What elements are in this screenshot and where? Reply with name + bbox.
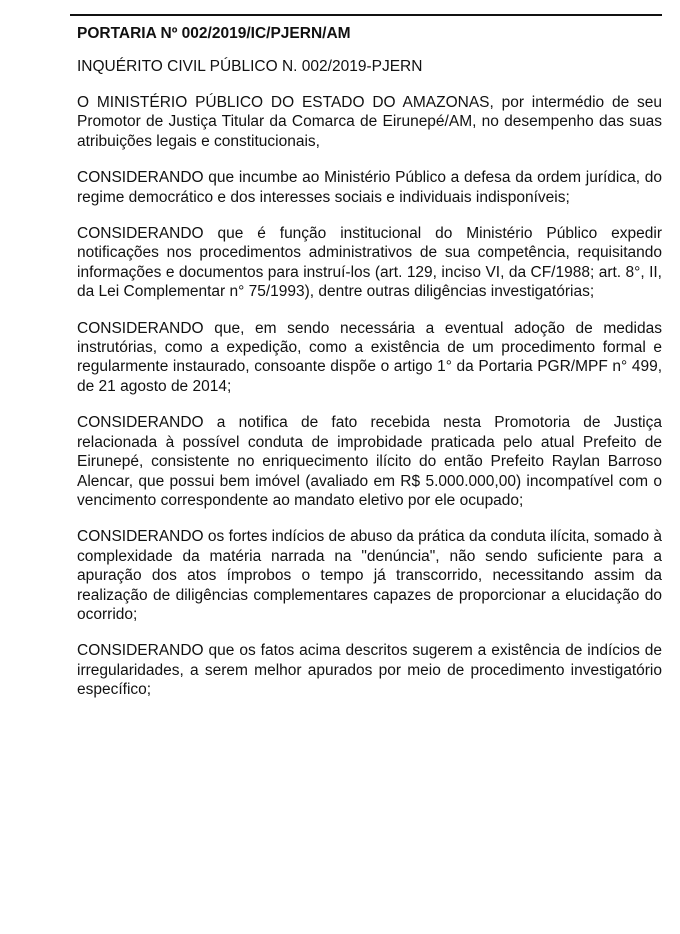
document-body [77,24,662,700]
paragraph-considerando-3: CONSIDERANDO que, em sendo necessária a eventual adoção de medidas instrutórias, como a expedição, como a existência de um procedimento formal e regularmente instaurado, consoante dispõe o artigo 1° da Portaria PGR/MPF n° 499, de 21 agosto de 2014; [77,319,662,395]
paragraph-considerando-5: CONSIDERANDO os fortes indícios de abuso da prática da conduta ilícita, somado à complexidade da matéria narrada na "denúncia", não sendo suficiente para a apuração dos atos ímprobos o tempo já transcorrido, necessitando assim da realização de diligências complementares capazes de proporcionar a elucidação do ocorrido; [77,528,662,623]
paragraph-considerando-1: CONSIDERANDO que incumbe ao Ministério Público a defesa da ordem jurídica, do regime democrático e dos interesses sociais e individuais indisponíveis; [77,169,662,206]
top-rule [70,14,662,16]
paragraph-preamble: O MINISTÉRIO PÚBLICO DO ESTADO DO AMAZONAS, por intermédio de seu Promotor de Justiça Titular da Comarca de Eirunepé/AM, no desempenho das suas atribuições legais e constitucionais, [77,94,662,150]
inquiry-subtitle: INQUÉRITO CIVIL PÚBLICO N. 002/2019-PJERN [77,58,423,75]
paragraph-considerando-2: CONSIDERANDO que é função institucional do Ministério Público expedir notificações nos procedimentos administrativos de sua competência, requisitando informações e documentos para instruí-los (art. 129, inciso VI, da CF/1988; art. 8°, II, da Lei Complementar n° 75/1993), dentre outras diligências investigatórias; [77,225,662,301]
paragraph-considerando-6: CONSIDERANDO que os fatos acima descritos sugerem a existência de indícios de irregularidades, a serem melhor apurados por meio de procedimento investigatório específico; [77,642,662,699]
paragraph-considerando-4: CONSIDERANDO a notifica de fato recebida nesta Promotoria de Justiça relacionada à possível conduta de improbidade praticada pelo atual Prefeito de Eirunepé, consistente no enriquecimento ilícito do então Prefeito Raylan Barroso Alencar, que possui bem imóvel (avaliado em R$ 5.000.000,00) incompatível com o vencimento correspondente ao mandato eletivo por ele ocupado; [77,414,662,509]
document-heading: PORTARIA Nº 002/2019/IC/PJERN/AM [77,25,351,42]
